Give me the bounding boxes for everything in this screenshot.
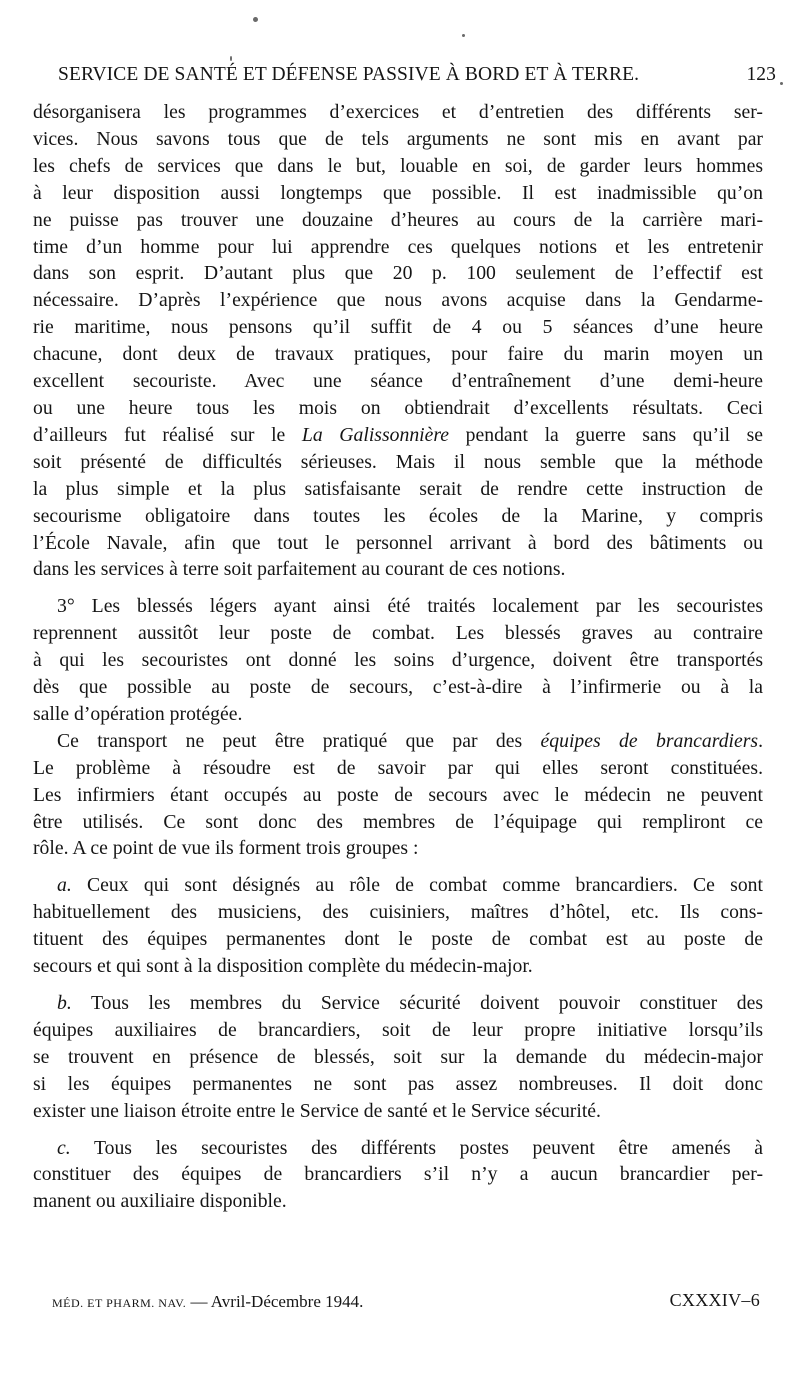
text-line: secours et qui sont à la disposition complète du médecin-major. xyxy=(33,955,533,978)
list-label: c. xyxy=(57,1136,71,1159)
text-line: constituer des équipes de brancardiers s’il n’y a aucun brancardier per- xyxy=(33,1163,763,1186)
text-line xyxy=(33,872,763,899)
text-line: vices. Nous savons tous que de tels arguments ne sont mis en avant par xyxy=(33,127,763,150)
text-line: excellent secouriste. Avec une séance d’entraînement d’une demi-heure xyxy=(33,370,763,393)
running-title: SERVICE DE SANTÉ ET DÉFENSE PASSIVE À BORD ET À TERRE. xyxy=(58,64,640,85)
text-line: les chefs de services que dans le but, louable en soi, de garder leurs hommes xyxy=(33,154,763,177)
text-line: chacune, dont deux de travaux pratiques, pour faire du marin moyen un xyxy=(33,343,763,366)
text-line: équipes auxiliaires de brancardiers, soit de leur propre initiative lorsqu’ils xyxy=(33,1018,763,1041)
text-line: la plus simple et la plus satisfaisante serait de rendre cette instruction de xyxy=(33,477,763,500)
text-line xyxy=(33,1135,763,1162)
journal-abbrev: MÉD. ET PHARM. NAV. xyxy=(52,1296,187,1310)
scan-speck xyxy=(462,34,465,37)
issue-date: Avril-Décembre 1944. xyxy=(210,1292,364,1311)
text-line: exister une liaison étroite entre le Service de santé et le Service sécurité. xyxy=(33,1099,601,1122)
scan-speck xyxy=(230,56,232,61)
text-line: ou une heure tous les mois on obtiendrait d’excellents résultats. Ceci xyxy=(33,396,763,419)
text-line: à leur disposition aussi longtemps que possible. Il est inadmissible qu’on xyxy=(33,181,763,204)
text-line-content: Tous les membres du Service sécurité doivent pouvoir constituer des xyxy=(90,992,763,1014)
scan-speck xyxy=(253,17,258,22)
text-line: manent ou auxiliaire disponible. xyxy=(33,1190,287,1213)
page-number: 123 xyxy=(746,64,776,85)
italic-phrase: La Galissonnière xyxy=(301,423,450,446)
text-line: soit présenté de difficultés sérieuses. Mais il nous semble que la méthode xyxy=(33,450,763,473)
text-line: time d’un homme pour lui apprendre ces quelques notions et les entretenir xyxy=(33,235,763,258)
footer-citation xyxy=(52,1292,363,1312)
text-line: Les infirmiers étant occupés au poste de secours avec le médecin ne peuvent xyxy=(33,783,763,806)
text-line: se trouvent en présence de blessés, soit sur la demande du médecin-major xyxy=(33,1045,763,1068)
text-segment: Ce transport ne peut être pratiqué que par des xyxy=(57,729,541,752)
text-line-with-italic xyxy=(33,728,763,755)
text-line: secourisme obligatoire dans toutes les écoles de la Marine, y compris xyxy=(33,504,763,527)
text-segment: d’ailleurs fut réalisé sur le xyxy=(33,423,302,446)
text-line-content: 3° Les blessés légers ayant ainsi été traités localement par les secouristes xyxy=(57,595,763,618)
text-segment: . xyxy=(758,729,763,752)
text-line-content: Tous les secouristes des différents postes peuvent être amenés à xyxy=(93,1136,763,1159)
text-segment: pendant la guerre sans qu’il se xyxy=(449,423,763,446)
text-line: rôle. A ce point de vue ils forment trois groupes : xyxy=(33,837,419,860)
text-line xyxy=(33,990,763,1017)
text-line: Le problème à résoudre est de savoir par qui elles seront constituées. xyxy=(33,756,763,779)
text-line: ne puisse pas trouver une douzaine d’heures au cours de la carrière mari- xyxy=(33,208,763,231)
list-label: b. xyxy=(57,992,72,1014)
signature-mark: CXXXIV–6 xyxy=(669,1290,760,1310)
text-line: nécessaire. D’après l’expérience que nous avons acquise dans la Gendarme- xyxy=(33,289,763,312)
text-line: dans les services à terre soit parfaitement au courant de ces notions. xyxy=(33,558,566,581)
text-line-with-italic xyxy=(33,422,763,449)
scan-speck xyxy=(780,82,783,85)
italic-phrase: équipes de brancardiers xyxy=(540,729,759,752)
footer-dash: — xyxy=(190,1292,208,1311)
running-header xyxy=(58,64,776,90)
text-line-content: Ceux qui sont désignés au rôle de combat comme brancardiers. Ce sont xyxy=(87,874,763,897)
text-line: être utilisés. Ce sont donc des membres de l’équipage qui rempliront ce xyxy=(33,810,763,833)
text-line xyxy=(33,593,763,620)
text-line: rie maritime, nous pensons qu’il suffit de 4 ou 5 séances d’une heure xyxy=(33,316,763,339)
text-line: désorganisera les programmes d’exercices et d’entretien des différents ser- xyxy=(33,101,763,123)
text-line: dans son esprit. D’autant plus que 20 p. 100 seulement de l’effectif est xyxy=(33,262,763,285)
list-label: a. xyxy=(57,874,72,897)
text-line: à qui les secouristes ont donné les soins d’urgence, doivent être transportés xyxy=(33,649,763,672)
text-line: reprennent aussitôt leur poste de combat. Les blessés graves au contraire xyxy=(33,622,763,645)
page-footer xyxy=(52,1290,760,1314)
text-line: tituent des équipes permanentes dont le poste de combat est au poste de xyxy=(33,928,763,951)
body-text xyxy=(33,99,763,1215)
text-line: habituellement des musiciens, des cuisiniers, maîtres d’hôtel, etc. Ils cons- xyxy=(33,901,763,924)
text-line: salle d’opération protégée. xyxy=(33,702,243,725)
text-line: si les équipes permanentes ne sont pas assez nombreuses. Il doit donc xyxy=(33,1072,763,1095)
text-line: l’École Navale, afin que tout le personnel arrivant à bord des bâtiments ou xyxy=(33,531,763,554)
text-line: dès que possible au poste de secours, c’est-à-dire à l’infirmerie ou à la xyxy=(33,676,763,699)
